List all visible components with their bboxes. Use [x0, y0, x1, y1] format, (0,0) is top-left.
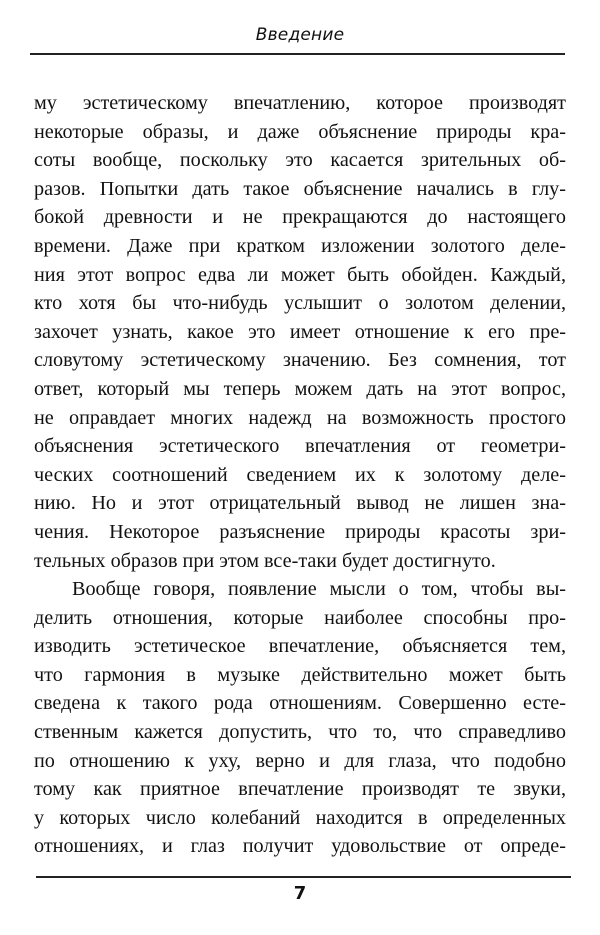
text-line: ния этот вопрос едва ли может быть обойден. Каждый,: [34, 263, 566, 286]
paragraph-2: [34, 575, 566, 861]
paragraph-1: [34, 89, 566, 575]
text-line: объяснения эстетического впечатления от геометри-: [34, 435, 566, 458]
page-number: 7: [293, 883, 307, 904]
text-line: ственным кажется допустить, что то, что справедливо: [34, 721, 566, 744]
text-line: сведена к такого рода отношениям. Совершенно есте-: [34, 692, 566, 715]
text-line: Вообще говоря, появление мысли о том, чтобы вы-: [72, 578, 566, 601]
text-line: у которых число колебаний находится в определенных: [34, 806, 566, 829]
text-line: по отношению к уху, верно и для глаза, что подобно: [34, 749, 566, 772]
running-head-title: Введение: [255, 25, 345, 45]
text-line: бокой древности и не прекращаются до настоящего: [34, 206, 566, 229]
text-line: захочет узнать, какое это имеет отношение к его пре-: [34, 320, 566, 343]
text-line: словутому эстетическому значению. Без сомнения, тот: [34, 349, 566, 372]
text-line: му эстетическому впечатлению, которое производят: [34, 92, 566, 114]
text-line: некоторые образы, и даже объяснение природы кра-: [34, 120, 566, 143]
text-line: нию. Но и этот отрицательный вывод не лишен зна-: [34, 492, 566, 515]
text-line: ответ, который мы теперь можем дать на этот вопрос,: [34, 377, 566, 400]
text-line: отношениях, и глаз получит удовольствие от опреде-: [34, 835, 566, 858]
text-line: тельных образов при этом все-таки будет достигнуто.: [34, 549, 496, 572]
text-line: разов. Попытки дать такое объяснение начались в глу-: [34, 177, 566, 200]
text-line: тому как приятное впечатление производят те звуки,: [34, 778, 566, 801]
text-line: соты вообще, поскольку это касается зрительных об-: [34, 149, 566, 172]
text-line: делить отношения, которые наиболее способны про-: [34, 606, 566, 629]
text-line: кто хотя бы что-нибудь услышит о золотом делении,: [34, 292, 566, 315]
text-line: ческих соотношений сведением их к золотому деле-: [34, 463, 566, 486]
header-rule: [30, 53, 565, 55]
text-line: что гармония в музыке действительно может быть: [34, 663, 566, 686]
page-body: [34, 89, 566, 861]
footer-rule: [36, 876, 571, 878]
text-line: чения. Некоторое разъяснение природы красоты зри-: [34, 520, 566, 543]
text-line: изводить эстетическое впечатление, объясняется тем,: [34, 635, 566, 658]
text-line: времени. Даже при кратком изложении золотого деле-: [34, 234, 566, 257]
text-line: не оправдает многих надежд на возможность простого: [34, 406, 566, 429]
